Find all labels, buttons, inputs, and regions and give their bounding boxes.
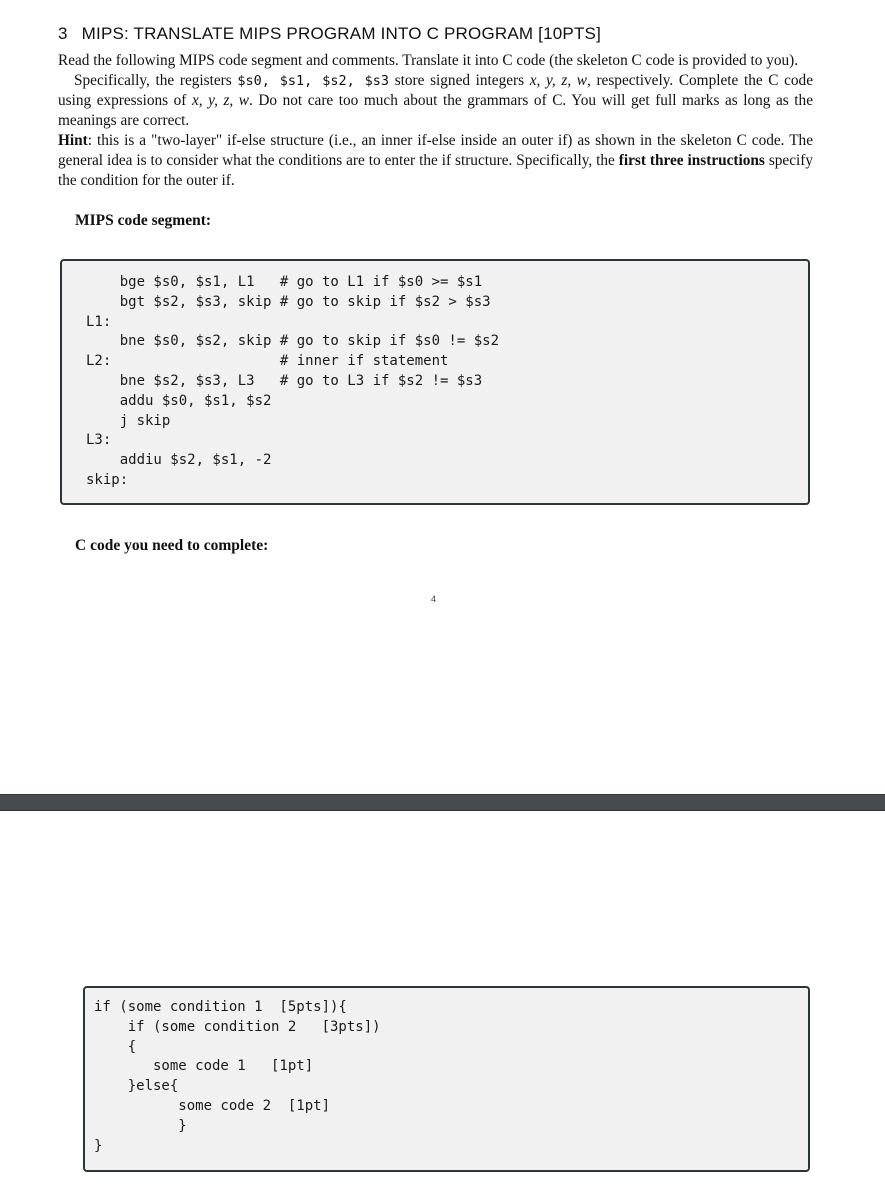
mips-code-line: L1:: [86, 313, 112, 330]
hint-emphasis: first three instructions: [618, 152, 765, 169]
c-code-line: }: [94, 1137, 103, 1154]
mips-section-label: MIPS code segment:: [75, 212, 212, 229]
page-number: 4: [431, 594, 437, 604]
mips-code-box: [60, 259, 810, 505]
question-instructions: [58, 51, 813, 191]
mips-code-line: skip:: [86, 471, 129, 488]
intro-paragraph: Read the following MIPS code segment and comments. Translate it into C code (the skeleton C code is provided to you).: [58, 52, 799, 69]
page-divider: [0, 794, 885, 811]
c-code-box: [83, 986, 810, 1172]
c-code-line: some code 2 [1pt]: [94, 1097, 331, 1114]
mips-code-line: L2: # inner if statement: [86, 353, 449, 370]
variable-list: x, y, z, w: [191, 92, 249, 109]
mips-code-line: bge $s0, $s1, L1 # go to L1 if $s0 >= $s1: [86, 274, 483, 290]
hint-label: Hint: [58, 132, 88, 149]
c-code-line: }: [94, 1117, 187, 1134]
mips-code-listing: [86, 273, 808, 491]
register-list: $s0, $s1, $s2, $s3: [237, 73, 390, 89]
mips-code-line: bgt $s2, $s3, skip # go to skip if $s2 > $s3: [86, 293, 491, 310]
c-code-line: {: [94, 1038, 137, 1055]
c-code-listing: [94, 998, 808, 1156]
c-section-label: C code you need to complete:: [75, 537, 269, 554]
question-heading: [58, 24, 601, 44]
c-code-line: }else{: [94, 1078, 179, 1095]
mips-code-line: bne $s2, $s3, L3 # go to L3 if $s2 != $s3: [86, 372, 483, 389]
question-title: MIPS: TRANSLATE MIPS PROGRAM INTO C PROGRAM [10PTS]: [81, 24, 602, 43]
c-code-line: some code 1 [1pt]: [94, 1058, 314, 1075]
mips-code-line: L3:: [86, 432, 112, 449]
mips-code-line: bne $s0, $s2, skip # go to skip if $s0 != $s2: [86, 333, 500, 350]
variable-list: x, y, z, w: [529, 72, 587, 89]
mips-code-line: j skip: [86, 412, 171, 429]
registers-paragraph: Specifically, the registers $s0, $s1, $s2, $s3 store signed integers x, y, z, w, respectively. Complete the C code using expressions of x, y, z, w. Do not care too much about the grammars of C. You will get full marks as long as the meanings are correct.: [58, 72, 813, 129]
c-code-line: if (some condition 2 [3pts]): [94, 1018, 381, 1035]
question-number: 3: [58, 24, 68, 43]
c-code-line: if (some condition 1 [5pts]){: [94, 999, 347, 1015]
mips-code-line: addiu $s2, $s1, -2: [86, 452, 272, 469]
hint-paragraph: Hint: this is a "two-layer" if-else structure (i.e., an inner if-else inside an outer if) as shown in the skeleton C code. The general idea is to consider what the conditions are to enter the if structure. Specifically, the first three instructions specify the condition for the outer if.: [58, 132, 813, 189]
mips-code-line: addu $s0, $s1, $s2: [86, 392, 272, 409]
